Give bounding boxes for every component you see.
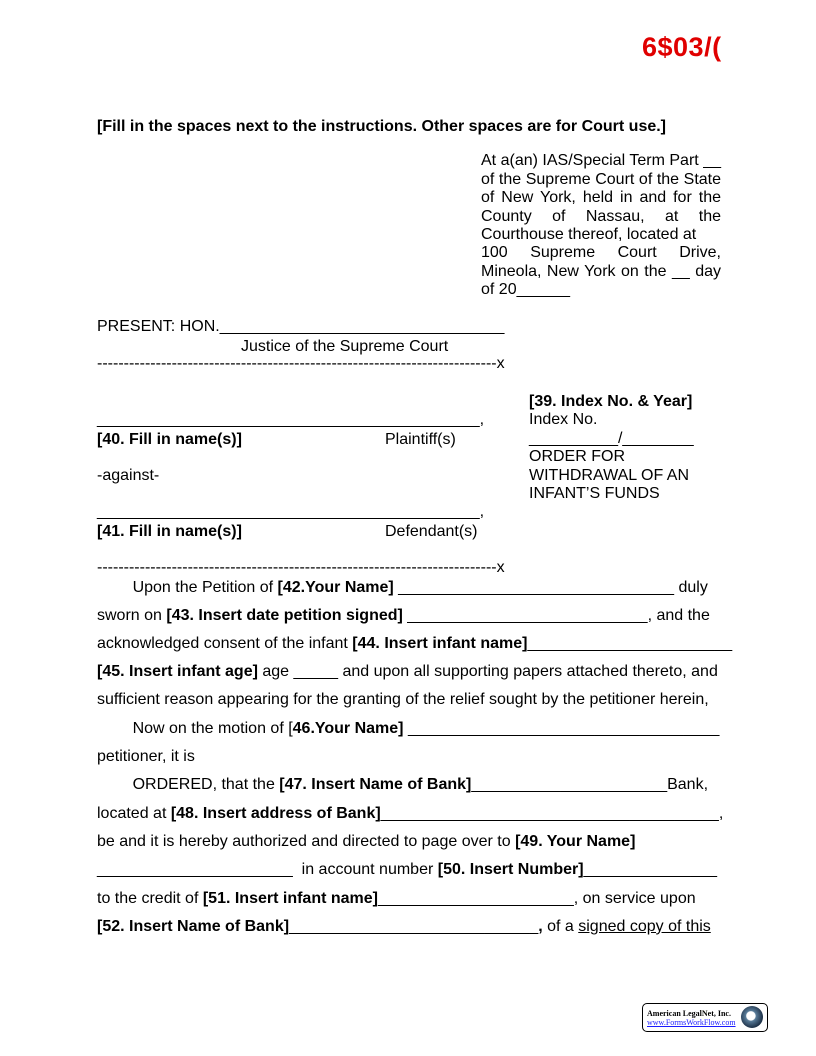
body-text: _______________ (583, 861, 718, 878)
body-line (97, 748, 195, 766)
body-line (97, 635, 732, 653)
body-line (97, 663, 718, 681)
body-text: ____________________________ (289, 918, 539, 935)
field-instruction: [47. Insert Name of Bank] (279, 776, 472, 793)
plaintiff-label: Plaintiff(s) (385, 431, 456, 448)
field-instruction: [52. Insert Name of Bank] (97, 918, 290, 935)
body-line (97, 776, 708, 794)
body-line (97, 579, 708, 597)
body-text: ______________________Bank, (471, 776, 709, 793)
plaintiff-blank: ___________________________________________, (97, 411, 485, 428)
body-text: signed copy of this (578, 918, 711, 935)
body-text: Now on the motion of [ (97, 720, 293, 737)
body-text: ______________________________________, (380, 805, 724, 822)
field-instruction: , (538, 918, 543, 935)
field-instruction: [49. Your Name] (515, 833, 636, 850)
court-line: of 20______ (481, 281, 570, 298)
body-text: ___________________________, and the (402, 607, 710, 624)
logo-link[interactable]: www.FormsWorkFlow.com (647, 1018, 736, 1027)
body-text: be and it is hereby authorized and directed to page over to (97, 833, 516, 850)
body-text: to the credit of (97, 890, 203, 907)
body-line (97, 720, 719, 738)
body-text: acknowledged consent of the infant (97, 635, 353, 652)
body-text: sworn on (97, 607, 167, 624)
body-text: of a (542, 918, 579, 935)
court-line: of the Supreme Court of the State (481, 171, 721, 188)
body-text: ______________________ in account number (97, 861, 438, 878)
field-instruction: [43. Insert date petition signed] (166, 607, 403, 624)
body-text: ___________________________________ (403, 720, 720, 737)
field-instruction: [51. Insert infant name] (202, 890, 378, 907)
against-label: -against- (97, 467, 160, 484)
field-instruction: [44. Insert infant name] (352, 635, 528, 652)
court-line: County of Nassau, at the (481, 208, 721, 225)
court-line: At a(an) IAS/Special Term Part __ (481, 152, 721, 169)
field-instruction: [48. Insert address of Bank] (170, 805, 381, 822)
body-text: age _____ and upon all supporting papers attached thereto, and (257, 663, 718, 680)
instruction-text: [Fill in the spaces next to the instructions. Other spaces are for Court use.] (97, 118, 667, 135)
body-text: petitioner, it is (97, 748, 195, 765)
court-line: of New York, held in and for the (481, 189, 721, 206)
court-line: Courthouse thereof, located at (481, 226, 697, 243)
footer-logo (642, 1003, 768, 1032)
globe-icon (741, 1006, 763, 1028)
court-line: Mineola, New York on the __ day (481, 263, 721, 280)
defendant-label: Defendant(s) (385, 523, 478, 540)
body-text: Upon the Petition of (97, 579, 278, 596)
body-line (97, 691, 709, 709)
body-line (97, 918, 711, 936)
index-field-label: [39. Index No. & Year] (529, 393, 693, 410)
present-hon-line: PRESENT: HON.________________________________ (97, 318, 505, 335)
body-text: ______________________, on service upon (378, 890, 696, 907)
field-instruction: 46.Your Name] (292, 720, 404, 737)
field-instruction: [50. Insert Number] (437, 861, 584, 878)
index-label: Index No. (529, 411, 598, 428)
caption-divider-top: ---------------------------------------------------------------------------x (97, 355, 505, 372)
body-text: _______________________________ duly (393, 579, 708, 596)
caption-divider-bottom: ---------------------------------------------------------------------------x (97, 559, 505, 576)
body-line (97, 607, 710, 625)
body-line (97, 890, 696, 908)
body-text: _______________________ (527, 635, 733, 652)
defendant-blank: ___________________________________________, (97, 503, 485, 520)
body-text: located at (97, 805, 171, 822)
body-line (97, 805, 723, 823)
field-instruction: [45. Insert infant age] (97, 663, 258, 680)
document-title: WITHDRAWAL OF AN (529, 467, 689, 484)
document-title: INFANT’S FUNDS (529, 485, 660, 502)
index-blank: __________/________ (529, 430, 694, 447)
justice-label: Justice of the Supreme Court (241, 338, 449, 355)
body-text: sufficient reason appearing for the granting of the relief sought by the petitioner herein, (97, 691, 709, 708)
court-line: 100 Supreme Court Drive, (481, 244, 721, 261)
body-text: ORDERED, that the (97, 776, 280, 793)
plaintiff-field-label: [40. Fill in name(s)] (97, 431, 242, 448)
defendant-field-label: [41. Fill in name(s)] (97, 523, 242, 540)
body-line (97, 861, 717, 879)
body-line (97, 833, 635, 851)
logo-company: American LegalNet, Inc. (647, 1009, 731, 1018)
field-instruction: [42.Your Name] (277, 579, 394, 596)
form-stamp: 6$03/( (642, 32, 722, 62)
document-title: ORDER FOR (529, 448, 625, 465)
